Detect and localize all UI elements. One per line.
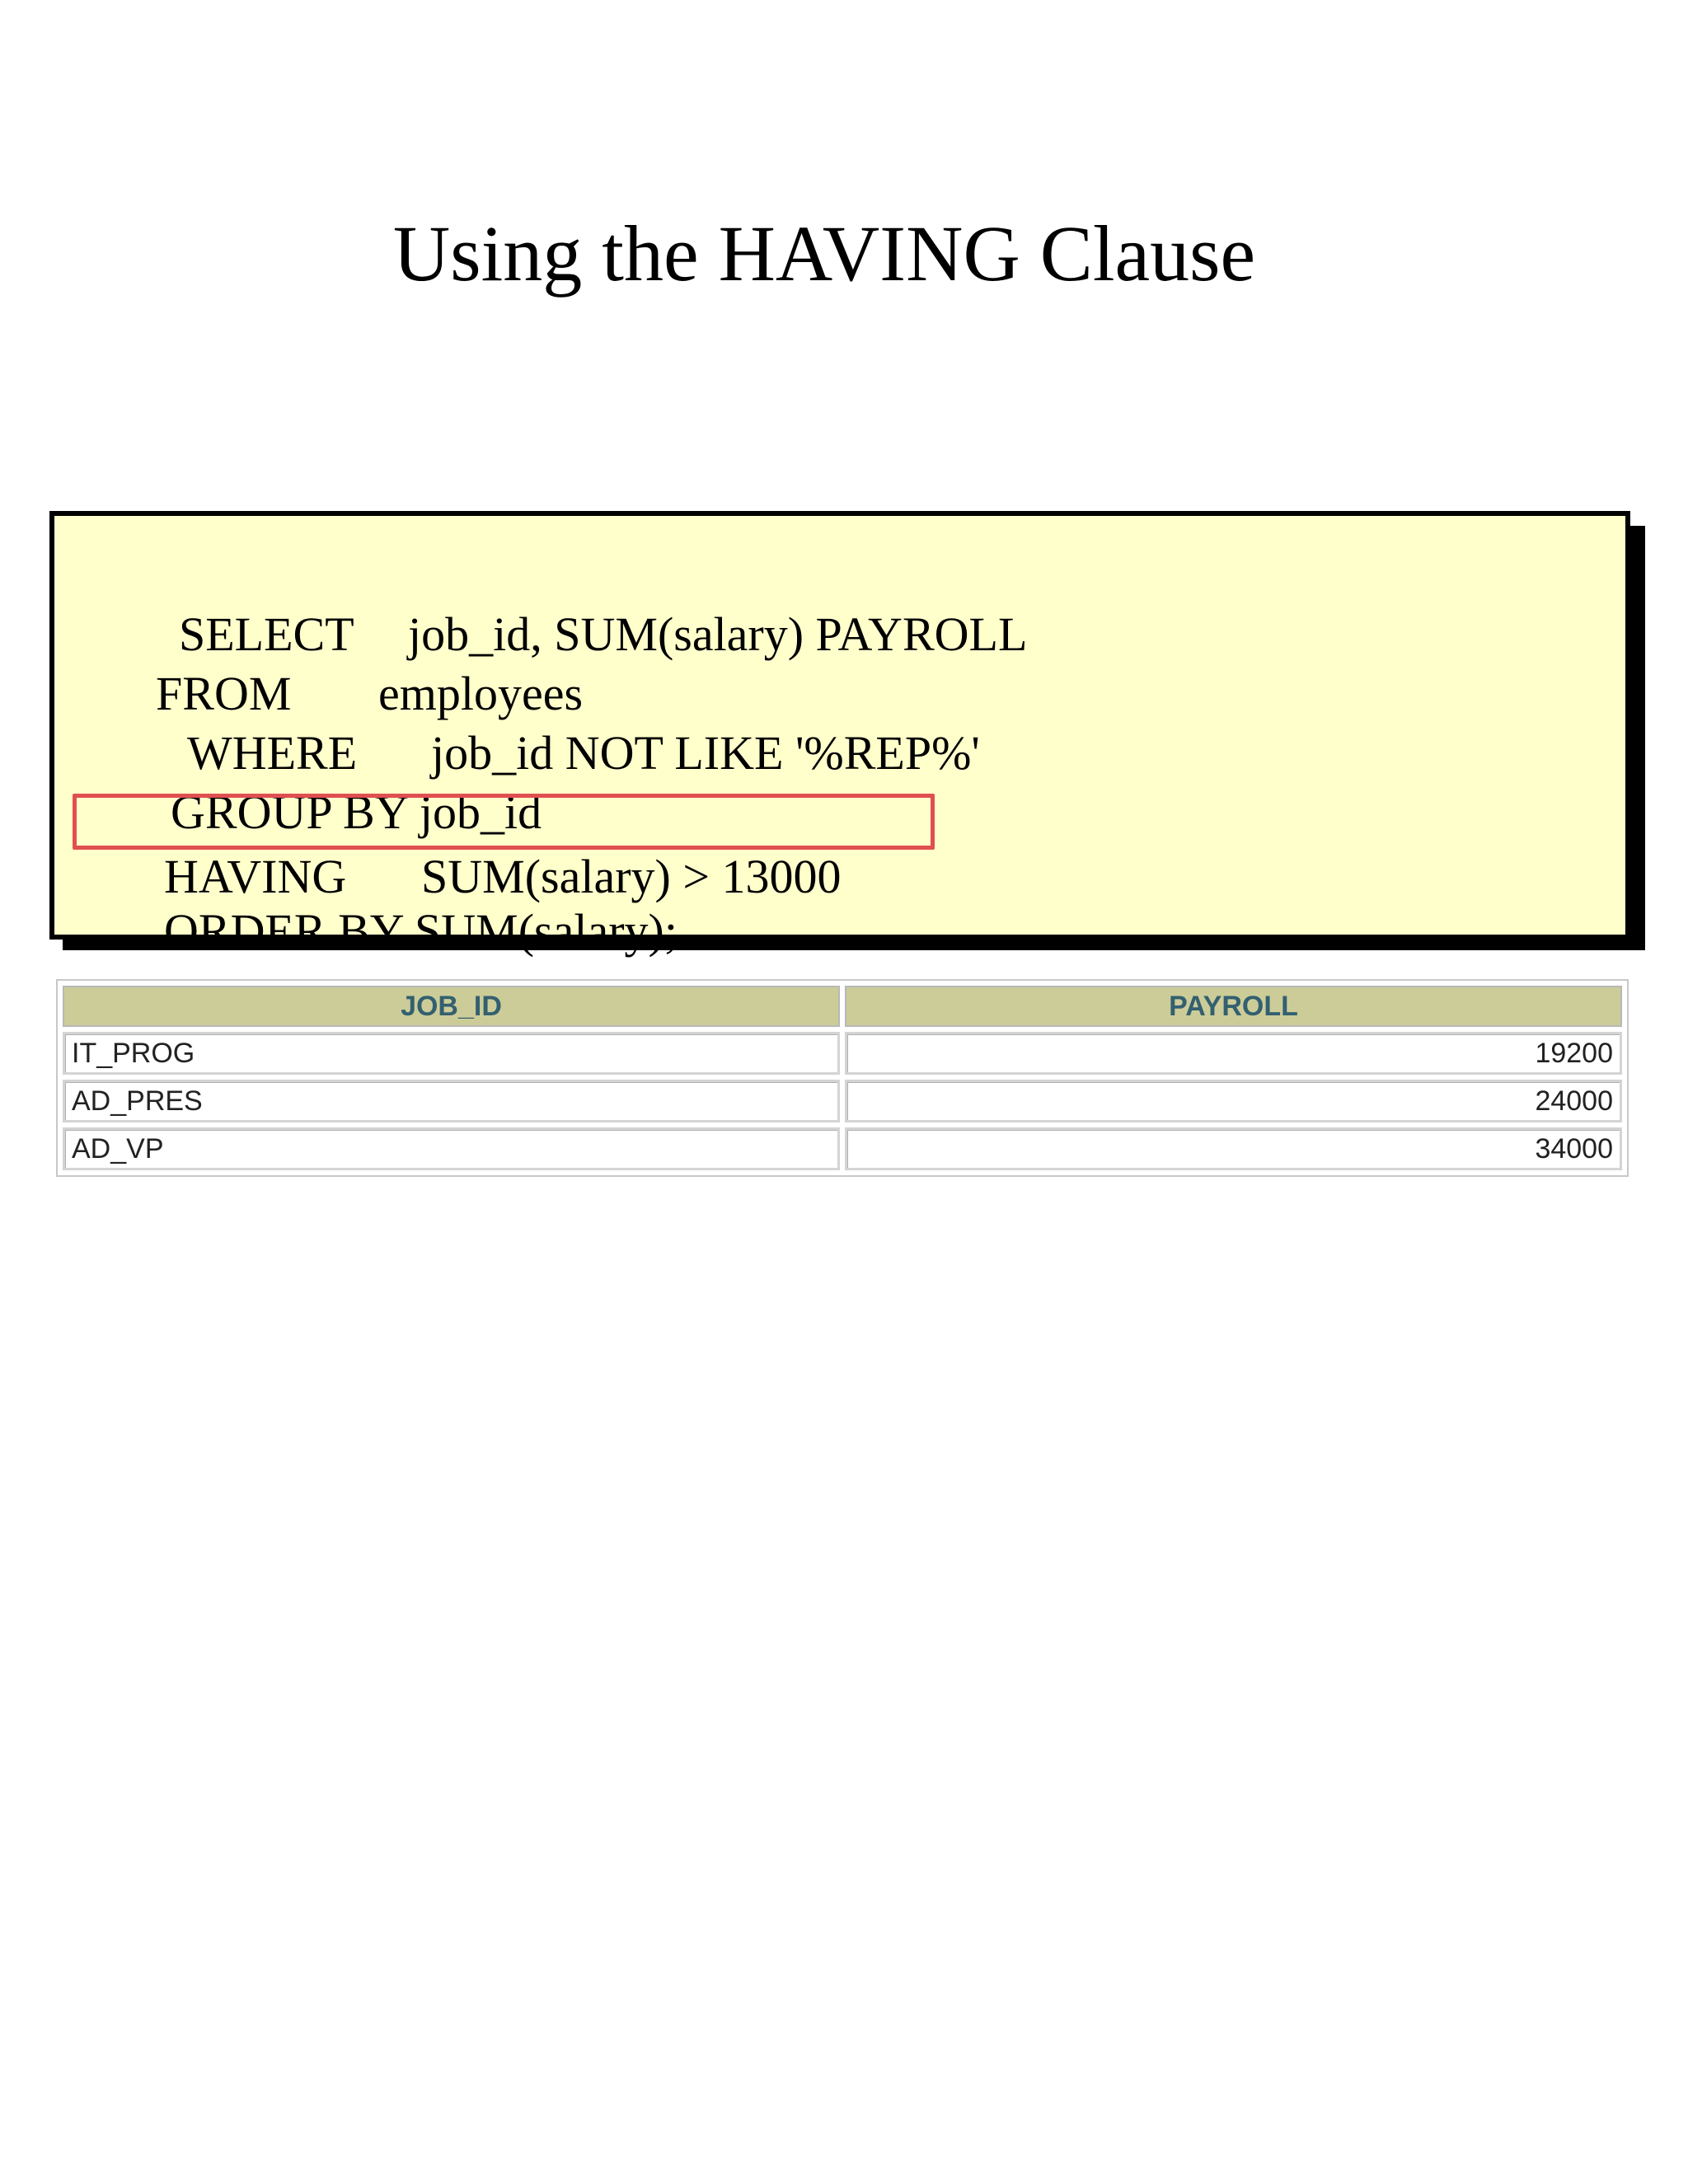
cell-job-id: IT_PROG (63, 1032, 840, 1075)
table-row (63, 1127, 1622, 1170)
sql-clause: employees (378, 667, 584, 720)
sql-keyword: GROUP BY (171, 785, 408, 839)
having-highlight-box (73, 794, 935, 850)
sql-clause: SUM(salary) > 13000 (421, 850, 842, 903)
cell-job-id: AD_PRES (63, 1080, 840, 1122)
cell-job-id: AD_VP (63, 1127, 840, 1170)
sql-code-box (49, 511, 1630, 958)
sql-keyword: FROM (156, 667, 292, 720)
sql-keyword: SELECT (179, 607, 354, 661)
table-row (63, 1080, 1622, 1122)
sql-keyword: WHERE (187, 726, 358, 780)
sql-clause: job_id, SUM(salary) PAYROLL (408, 607, 1028, 661)
sql-clause: job_id NOT LIKE '%REP%' (431, 726, 980, 780)
table-header-row (63, 986, 1622, 1027)
column-header-job-id: JOB_ID (63, 986, 840, 1027)
sql-clause: SUM(salary); (415, 904, 678, 958)
cell-payroll: 34000 (845, 1127, 1622, 1170)
table-row (63, 1032, 1622, 1075)
column-header-payroll: PAYROLL (845, 986, 1622, 1027)
sql-clause: job_id (419, 785, 542, 839)
cell-payroll: 19200 (845, 1032, 1622, 1075)
sql-keyword: HAVING (164, 850, 347, 903)
page-title: Using the HAVING Clause (392, 209, 1256, 298)
sql-keyword: ORDER BY (164, 904, 403, 958)
cell-payroll: 24000 (845, 1080, 1622, 1122)
query-result-table (56, 979, 1629, 1177)
